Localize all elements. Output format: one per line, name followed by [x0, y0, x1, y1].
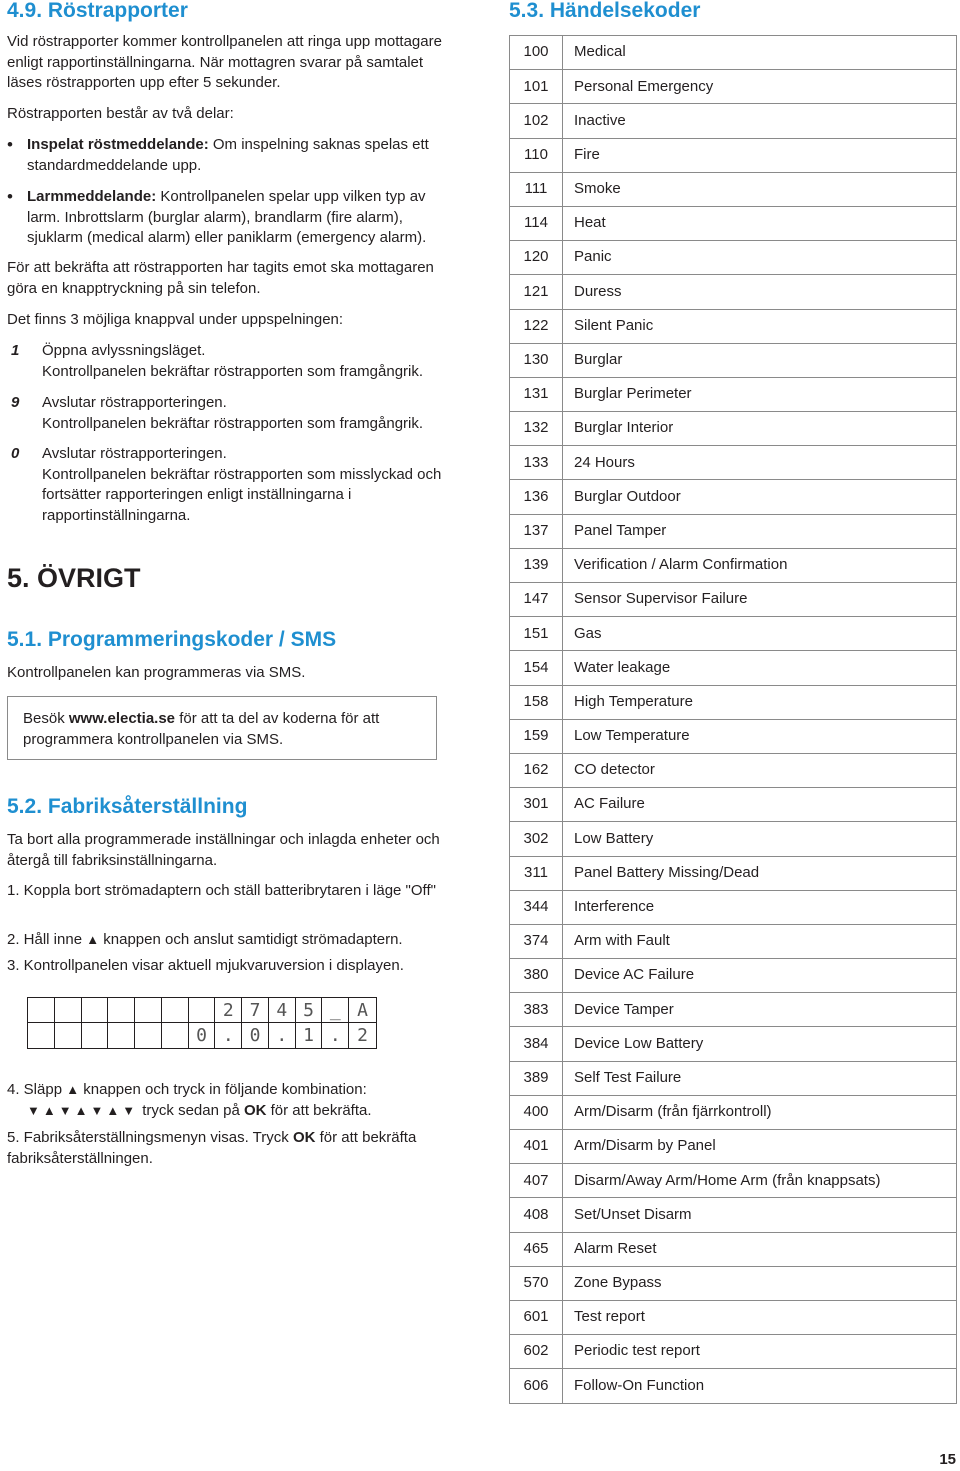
event-description: Interference: [563, 890, 957, 924]
step-5: 5. Fabriksåterställningsmenyn visas. Tryck OK för att bekräfta fabriksåterställningen.: [7, 1129, 417, 1167]
step-4: 4. Släpp ▲ knappen och tryck in följande kombination: ▼▲▼▲▼▲▼ tryck sedan på OK för att bekräfta.: [7, 1081, 372, 1119]
website-link[interactable]: www.electia.se: [68, 710, 176, 727]
lcd-cell: 4: [269, 998, 296, 1023]
lcd-cell: 2: [215, 998, 242, 1023]
table-row: [510, 377, 957, 411]
event-description: Self Test Failure: [563, 1061, 957, 1095]
event-code: 465: [510, 1232, 563, 1266]
event-description: Burglar Interior: [563, 412, 957, 446]
event-code: 158: [510, 685, 563, 719]
table-row: [510, 548, 957, 582]
option-text: Avslutar röstrapporteringen. Kontrollpanelen bekräftar röstrapporten som misslyckad och fortsätter rapporteringen enligt inställningarna i rapportinställningarna.: [42, 445, 442, 524]
table-row: [510, 890, 957, 924]
section-heading-4-9: 4.9. Röstrapporter: [7, 0, 188, 22]
lcd-cell: [189, 998, 216, 1023]
option-key: 0: [11, 445, 20, 462]
event-code: 114: [510, 206, 563, 240]
event-description: High Temperature: [563, 685, 957, 719]
table-row: [510, 514, 957, 548]
table-row: [510, 1198, 957, 1232]
lcd-cell: .: [215, 1023, 242, 1048]
event-description: Fire: [563, 138, 957, 172]
table-row: [510, 651, 957, 685]
event-code: 389: [510, 1061, 563, 1095]
step-2: 2. Håll inne ▲ knappen och anslut samtidigt strömadaptern.: [7, 931, 403, 948]
info-box-text: Besök www.electia.se för att ta del av koderna för att programmera kontrollpanelen via SMS.: [23, 710, 380, 748]
sms-paragraph: Kontrollpanelen kan programmeras via SMS.: [7, 664, 306, 681]
event-code: 100: [510, 36, 563, 70]
event-code: 111: [510, 172, 563, 206]
event-description: Device AC Failure: [563, 959, 957, 993]
lcd-cell: [55, 1023, 82, 1048]
lcd-cell: .: [322, 1023, 349, 1048]
lcd-cell: [82, 998, 109, 1023]
event-code: 121: [510, 275, 563, 309]
event-description: Duress: [563, 275, 957, 309]
lcd-cell: [135, 1023, 162, 1048]
bullet-text: Om inspelning saknas spelas ett standardmeddelande upp.: [27, 136, 429, 174]
event-code: 407: [510, 1164, 563, 1198]
event-code: 401: [510, 1130, 563, 1164]
event-description: Heat: [563, 206, 957, 240]
confirm-paragraph: För att bekräfta att röstrapporten har tagits emot ska mottagaren göra en knapptryckning på sin telefon.: [7, 259, 434, 297]
event-code: 102: [510, 104, 563, 138]
ok-label: OK: [243, 1101, 267, 1119]
event-description: Medical: [563, 36, 957, 70]
table-row: [510, 1130, 957, 1164]
bullet-alarm-message: [7, 187, 457, 249]
reset-intro: Ta bort alla programmerade inställningar och inlagda enheter och återgå till fabriksinställningarna.: [7, 831, 440, 869]
lcd-cell: [162, 998, 189, 1023]
event-code: 374: [510, 924, 563, 958]
table-row: [510, 753, 957, 787]
event-code: 120: [510, 241, 563, 275]
event-code: 132: [510, 412, 563, 446]
table-row: [510, 241, 957, 275]
event-description: Low Battery: [563, 822, 957, 856]
lcd-cell: [28, 1023, 55, 1048]
event-description: Test report: [563, 1300, 957, 1334]
event-code: 606: [510, 1369, 563, 1403]
table-row: [510, 959, 957, 993]
section-heading-5-1: 5.1. Programmeringskoder / SMS: [7, 628, 337, 651]
chapter-heading-5: 5. ÖVRIGT: [7, 563, 141, 593]
event-description: Device Low Battery: [563, 1027, 957, 1061]
bullet-recorded-message: [7, 135, 457, 176]
lcd-cell: [135, 998, 162, 1023]
step-3: 3. Kontrollpanelen visar aktuell mjukvaruversion i displayen.: [7, 957, 404, 974]
event-code: 130: [510, 343, 563, 377]
ok-label: OK: [292, 1129, 316, 1146]
table-row: [510, 206, 957, 240]
event-code: 110: [510, 138, 563, 172]
event-description: Set/Unset Disarm: [563, 1198, 957, 1232]
event-description: Smoke: [563, 172, 957, 206]
event-description: Water leakage: [563, 651, 957, 685]
lcd-cell: 2: [357, 1025, 369, 1046]
lcd-cell: 5: [296, 998, 323, 1023]
event-code: 601: [510, 1300, 563, 1334]
event-description: Personal Emergency: [563, 70, 957, 104]
intro-paragraph: Vid röstrapporter kommer kontrollpanelen att ringa upp mottagare enligt rapportinställningarna. När mottagren svarar på samtalet läses röstrapporten upp efter 5 sekunder.: [7, 33, 442, 91]
table-row: [510, 788, 957, 822]
event-code: 301: [510, 788, 563, 822]
bullet-label: Larmmeddelande:: [27, 188, 157, 205]
event-code: 159: [510, 719, 563, 753]
event-description: CO detector: [563, 753, 957, 787]
lcd-cell: A: [349, 998, 376, 1023]
event-description: Disarm/Away Arm/Home Arm (från knappsats): [563, 1164, 957, 1198]
table-row: [510, 343, 957, 377]
lcd-cell: [162, 1023, 189, 1048]
section-heading-5-3: 5.3. Händelsekoder: [509, 0, 701, 22]
event-description: Silent Panic: [563, 309, 957, 343]
event-code: 602: [510, 1335, 563, 1369]
table-row: [510, 1164, 957, 1198]
event-code: 136: [510, 480, 563, 514]
event-code: 139: [510, 548, 563, 582]
event-description: Gas: [563, 617, 957, 651]
table-row: [510, 70, 957, 104]
event-description: Burglar Perimeter: [563, 377, 957, 411]
event-code: 380: [510, 959, 563, 993]
page-number: 15: [939, 1451, 956, 1468]
up-arrow-icon: ▲: [86, 932, 100, 947]
event-code: 383: [510, 993, 563, 1027]
table-row: [510, 36, 957, 70]
event-description: 24 Hours: [563, 446, 957, 480]
table-row: [510, 1266, 957, 1300]
lcd-cell: 0: [189, 1023, 216, 1048]
bullet-text: Kontrollpanelen spelar upp vilken typ av larm. Inbrottslarm (burglar alarm), brandlarm (fire alarm), sjuklarm (medical alarm) eller paniklarm (emergency alarm).: [27, 188, 427, 246]
option-text: Öppna avlyssningsläget. Kontrollpanelen bekräftar röstrapporten som framgångrik.: [42, 342, 424, 380]
event-code: 151: [510, 617, 563, 651]
table-row: [510, 822, 957, 856]
event-code: 137: [510, 514, 563, 548]
button-sequence: ▼▲▼▲▼▲▼: [27, 1102, 139, 1118]
event-description: Periodic test report: [563, 1335, 957, 1369]
event-code: 408: [510, 1198, 563, 1232]
event-description: Inactive: [563, 104, 957, 138]
event-description: Arm/Disarm (från fjärrkontroll): [563, 1095, 957, 1129]
options-intro: Det finns 3 möjliga knappval under uppspelningen:: [7, 311, 344, 328]
event-description: Device Tamper: [563, 993, 957, 1027]
event-description: Follow-On Function: [563, 1369, 957, 1403]
lcd-cell: .: [269, 1023, 296, 1048]
table-row: [510, 412, 957, 446]
table-row: [510, 1061, 957, 1095]
event-description: Panic: [563, 241, 957, 275]
lcd-cell: 7: [242, 998, 269, 1023]
event-code: 131: [510, 377, 563, 411]
lcd-cell: [55, 998, 82, 1023]
table-row: [510, 924, 957, 958]
table-row: [510, 617, 957, 651]
event-code: 154: [510, 651, 563, 685]
table-row: [510, 993, 957, 1027]
event-description: Arm/Disarm by Panel: [563, 1130, 957, 1164]
table-row: [510, 719, 957, 753]
event-description: Panel Battery Missing/Dead: [563, 856, 957, 890]
table-row: [510, 1369, 957, 1403]
table-row: [510, 1027, 957, 1061]
lcd-cell: [108, 1023, 135, 1048]
event-code: 133: [510, 446, 563, 480]
table-row: [510, 685, 957, 719]
event-code: 162: [510, 753, 563, 787]
event-description: Verification / Alarm Confirmation: [563, 548, 957, 582]
lcd-cell: 0: [242, 1023, 269, 1048]
event-code: 570: [510, 1266, 563, 1300]
table-row: [510, 583, 957, 617]
table-row: [510, 104, 957, 138]
table-row: [510, 138, 957, 172]
section-heading-5-2: 5.2. Fabriksåterställning: [7, 795, 248, 818]
table-row: [510, 446, 957, 480]
lcd-display: [27, 997, 377, 1049]
event-description: Arm with Fault: [563, 924, 957, 958]
table-row: [510, 1335, 957, 1369]
event-description: Panel Tamper: [563, 514, 957, 548]
event-code: 311: [510, 856, 563, 890]
event-code: 400: [510, 1095, 563, 1129]
event-code: 122: [510, 309, 563, 343]
event-description: Zone Bypass: [563, 1266, 957, 1300]
event-description: AC Failure: [563, 788, 957, 822]
option-key: 9: [11, 394, 20, 411]
event-description: Sensor Supervisor Failure: [563, 583, 957, 617]
table-row: [510, 1232, 957, 1266]
event-code: 384: [510, 1027, 563, 1061]
table-row: [510, 275, 957, 309]
event-code: 344: [510, 890, 563, 924]
table-row: [510, 1300, 957, 1334]
event-codes-table: [509, 35, 957, 1404]
option-key: 1: [11, 342, 20, 359]
info-box: [7, 696, 437, 760]
parts-paragraph: Röstrapporten består av två delar:: [7, 105, 234, 122]
lcd-cell: [82, 1023, 109, 1048]
step-1: 1. Koppla bort strömadaptern och ställ batteribrytaren i läge "Off": [7, 882, 436, 899]
bullet-label: Inspelat röstmeddelande:: [27, 136, 209, 153]
table-row: [510, 480, 957, 514]
up-arrow-icon: ▲: [66, 1082, 80, 1097]
event-description: Alarm Reset: [563, 1232, 957, 1266]
lcd-cell: [28, 998, 55, 1023]
event-description: Burglar: [563, 343, 957, 377]
event-description: Low Temperature: [563, 719, 957, 753]
table-row: [510, 309, 957, 343]
table-row: [510, 172, 957, 206]
event-code: 302: [510, 822, 563, 856]
lcd-cell: _: [322, 998, 349, 1023]
lcd-cell: 1: [296, 1023, 323, 1048]
table-row: [510, 1095, 957, 1129]
event-description: Burglar Outdoor: [563, 480, 957, 514]
option-text: Avslutar röstrapporteringen. Kontrollpanelen bekräftar röstrapporten som framgångrik.: [42, 394, 424, 432]
lcd-cell: [108, 998, 135, 1023]
event-code: 147: [510, 583, 563, 617]
event-code: 101: [510, 70, 563, 104]
table-row: [510, 856, 957, 890]
